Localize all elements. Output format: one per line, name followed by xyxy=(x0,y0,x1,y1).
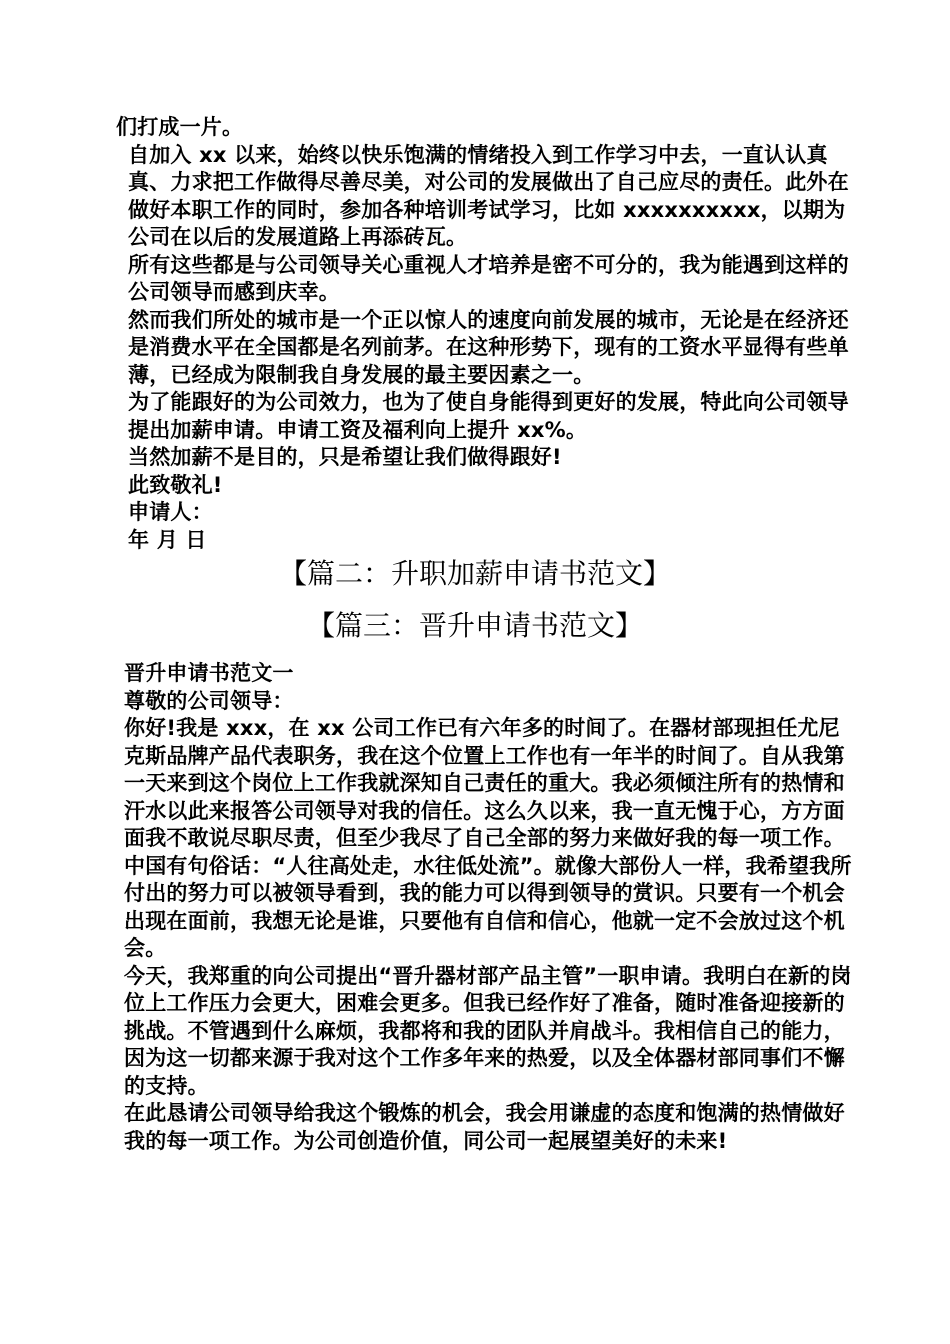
closing-salutation: 此致敬礼! xyxy=(128,472,223,497)
paragraph-purpose: 当然加薪不是目的，只是希望让我们做得跟好! xyxy=(128,445,562,469)
paragraph-continuation: 们打成一片。 xyxy=(116,115,244,139)
paragraph-raise-request: 为了能跟好的为公司效力，也为了使自身能得到更好的发展，特此向公司领导提出加薪申请。申请工资及福利向上提升 xx%。 xyxy=(128,390,849,442)
paragraph-gratitude: 所有这些都是与公司领导关心重视人才培养是密不可分的，我为能遇到这样的公司领导而感到庆幸。 xyxy=(128,252,849,304)
paragraph-closing: 在此恳请公司领导给我这个锻炼的机会，我会用谦虚的态度和饱满的热情做好我的每一项工作。为公司创造价值，同公司一起展望美好的未来! xyxy=(124,1101,845,1153)
paragraph-city-development: 然而我们所处的城市是一个正以惊人的速度向前发展的城市，无论是在经济还是消费水平在全国都是名列前茅。在这种形势下，现有的工资水平显得有些单薄，已经成为限制我自身发展的最主要因素之一。 xyxy=(128,307,849,387)
paragraph-introduction: 你好!我是 xxx，在 xx 公司工作已有六年多的时间了。在器材部现担任尤尼克斯品牌产品代表职务，我在这个位置上工作也有一年半的时间了。自从我第一天来到这个岗位上工作我就深知自己责任的重大。我必须倾注所有的热情和汗水以此来报答公司领导对我的信任。这么久以来，我一直无愧于心，方方面面我不敢说尽职尽责，但至少我尽了自己全部的努力来做好我的每一项工作。 xyxy=(124,716,845,850)
section-heading-part-two: 【篇二：升职加薪申请书范文】 xyxy=(278,557,671,590)
salary-raise-letter-body xyxy=(116,114,850,554)
applicant-line: 申请人： xyxy=(128,500,213,524)
letter-title: 晋升申请书范文一 xyxy=(124,661,294,685)
paragraph-application: 今天，我郑重的向公司提出“晋升器材部产品主管”一职申请。我明白在新的岗位上工作压力会更大，困难会更多。但我已经作好了准备，随时准备迎接新的挑战。不管遇到什么麻烦，我都将和我的团队并肩战斗。我相信自己的能力，因为这一切都来源于我对这个工作多年来的热爱，以及全体器材部同事们不懈的支持。 xyxy=(124,963,852,1098)
date-line: 年 月 日 xyxy=(128,527,207,552)
section-heading-part-three: 【篇三：晋升申请书范文】 xyxy=(306,609,643,642)
paragraph-work-attitude: 自加入 xx 以来，始终以快乐饱满的情绪投入到工作学习中去，一直认认真真、力求把工作做得尽善尽美，对公司的发展做出了自己应尽的责任。此外在做好本职工作的同时，参加各种培训考试学习，比如 xxxxxxxxxx，以期为公司在以后的发展道路上再添砖瓦。 xyxy=(128,142,849,249)
promotion-letter-body xyxy=(118,660,852,1155)
paragraph-proverb: 中国有句俗话：“人往高处走，水往低处流”。就像大部份人一样，我希望我所付出的努力可以被领导看到，我的能力可以得到领导的赏识。只要有一个机会出现在面前，我想无论是谁，只要他有自信和信心，他就一定不会放过这个机会。 xyxy=(124,853,852,960)
letter-greeting: 尊敬的公司领导： xyxy=(124,688,294,713)
